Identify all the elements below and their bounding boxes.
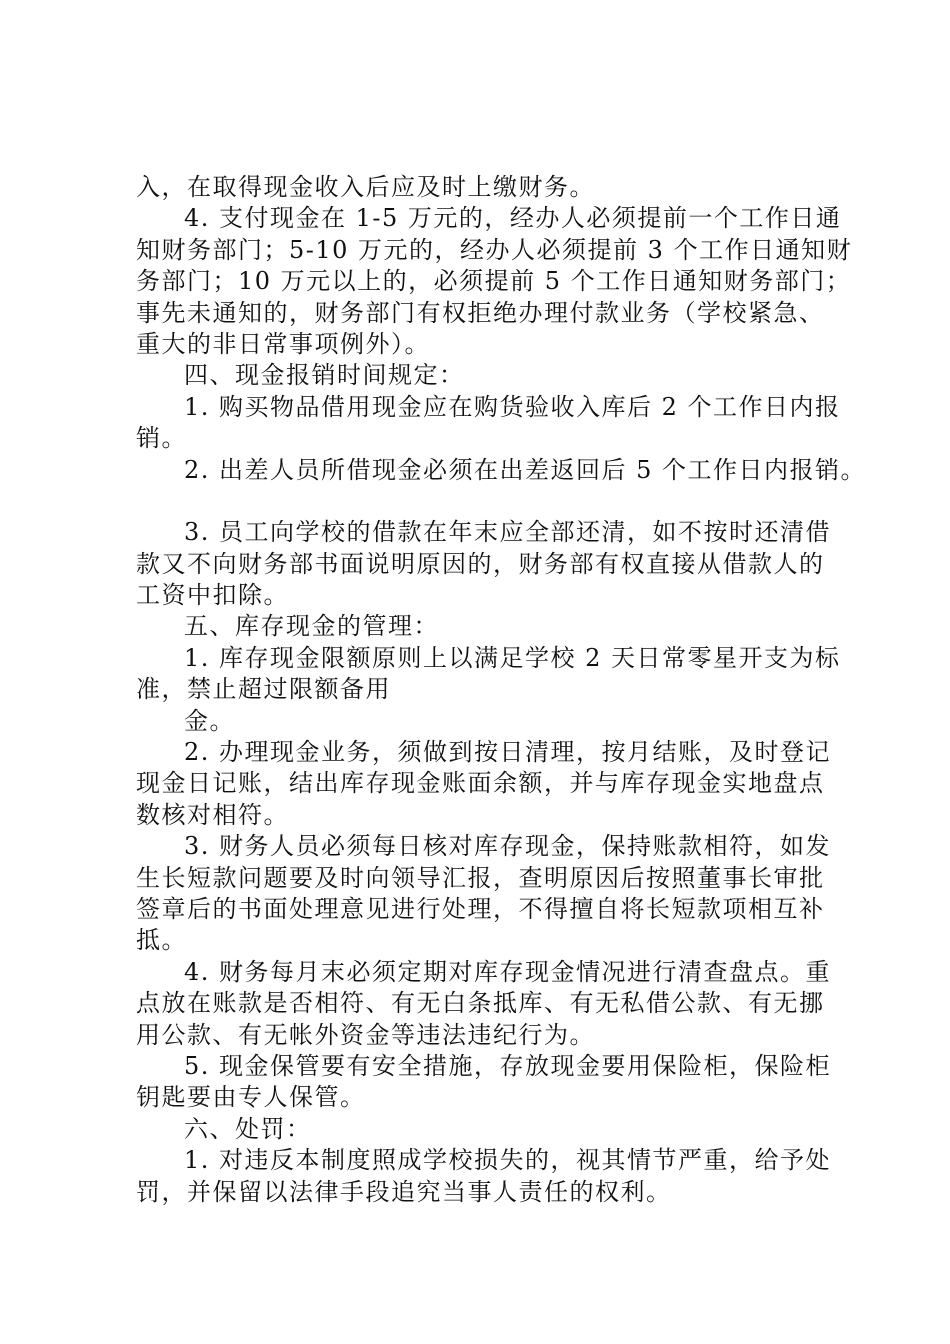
text-line: 销。 [136,424,187,453]
text-line: 3. 员工向学校的借款在年末应全部还清，如不按时还清借 [184,518,832,547]
text-line: 事先未通知的，财务部门有权拒绝办理付款业务（学校紧急、 [136,298,825,327]
text-line: 点放在账款是否相符、有无白条抵库、有无私借公款、有无挪 [136,989,825,1018]
text-line: 3. 财务人员必须每日核对库存现金，保持账款相符，如发 [184,832,832,861]
document-body [136,172,867,1208]
text-line: 知财务部门；5-10 万元的，经办人必须提前 3 个工作日通知财 [136,235,853,264]
text-line: 生长短款问题要及时向领导汇报，查明原因后按照董事长审批 [136,863,825,892]
blank-line [136,486,856,517]
text-line: 2. 办理现金业务，须做到按日清理，按月结账，及时登记 [184,738,832,767]
text-line: 1. 对违反本制度照成学校损失的，视其情节严重，给予处 [184,1146,832,1175]
text-line: 用公款、有无帐外资金等违法违纪行为。 [136,1020,595,1049]
text-line: 金。 [184,706,235,735]
text-line: 数核对相符。 [136,800,289,829]
text-line: 入，在取得现金收入后应及时上缴财务。 [136,173,595,201]
text-line: 罚，并保留以法律手段追究当事人责任的权利。 [136,1177,672,1206]
text-line: 工资中扣除。 [136,581,289,610]
text-line: 四、现金报销时间规定： [184,361,465,390]
text-line: 六、处罚： [184,1114,312,1143]
text-line: 准，禁止超过限额备用 [136,675,391,704]
text-line: 五、库存现金的管理： [184,612,439,641]
text-line: 5. 现金保管要有安全措施，存放现金要用保险柜，保险柜 [184,1051,832,1080]
text-line: 2. 出差人员所借现金必须在出差返回后 5 个工作日内报销。 [184,455,867,484]
text-line: 1. 购买物品借用现金应在购货验收入库后 2 个工作日内报 [184,392,841,421]
text-line: 钥匙要由专人保管。 [136,1083,366,1112]
text-line: 4. 财务每月末必须定期对库存现金情况进行清查盘点。重 [184,957,832,986]
text-line: 4. 支付现金在 1-5 万元的，经办人必须提前一个工作日通 [184,204,842,233]
text-line: 抵。 [136,926,187,955]
text-line: 签章后的书面处理意见进行处理，不得擅自将长短款项相互补 [136,894,825,923]
text-line: 款又不向财务部书面说明原因的，财务部有权直接从借款人的 [136,549,825,578]
text-line: 重大的非日常事项例外）。 [136,329,430,358]
text-line: 务部门；10 万元以上的，必须提前 5 个工作日通知财务部门； [136,267,852,296]
text-line: 现金日记账，结出库存现金账面余额，并与库存现金实地盘点 [136,769,825,798]
text-line: 1. 库存现金限额原则上以满足学校 2 天日常零星开支为标 [184,643,841,672]
